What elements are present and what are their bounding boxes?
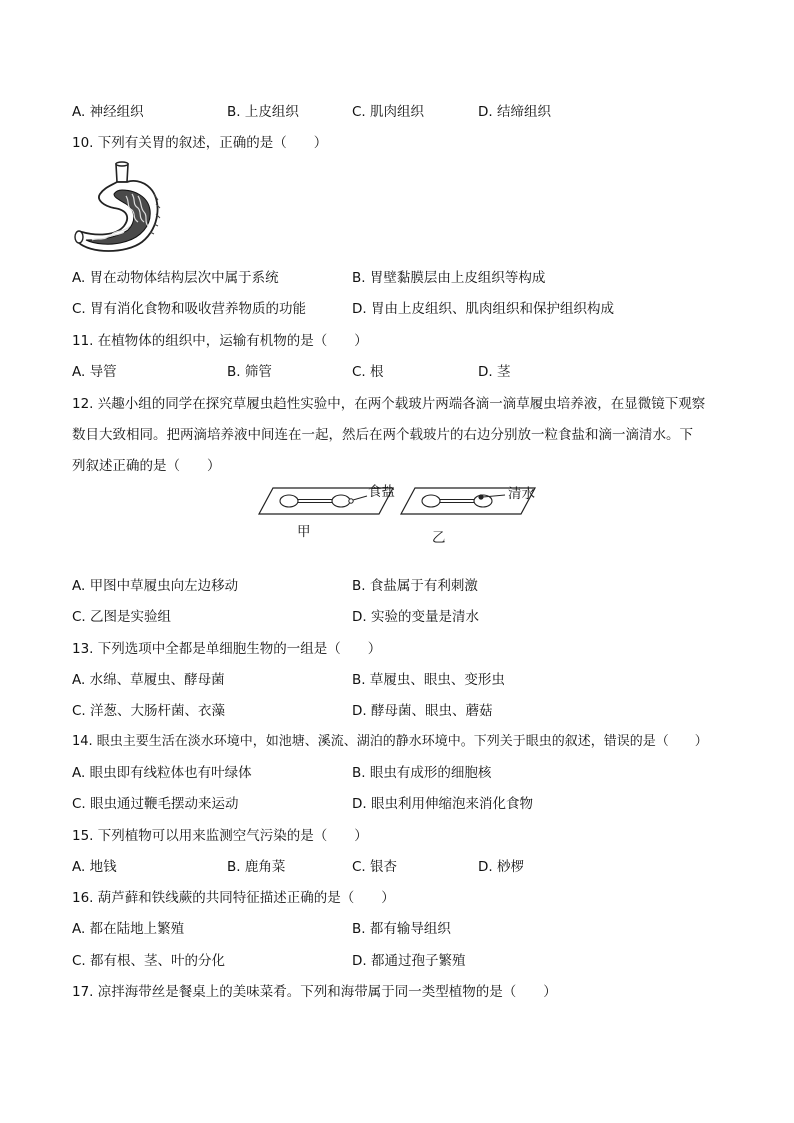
q12-option-c: C. 乙图是实验组	[72, 609, 172, 625]
label-water: 清水	[508, 486, 535, 502]
q14-option-d: D. 眼虫利用伸缩泡来消化食物	[352, 796, 533, 812]
stomach-illustration	[70, 160, 166, 256]
q14-stem: 14. 眼虫主要生活在淡水环境中，如池塘、溪流、湖泊的静水环境中。下列关于眼虫的叙述，错误的是（ ）	[72, 734, 708, 749]
q15-stem: 15. 下列植物可以用来监测空气污染的是（ ）	[72, 828, 368, 844]
q13-option-b: B. 草履虫、眼虫、变形虫	[352, 672, 505, 688]
q12-stem-line-1: 12. 兴趣小组的同学在探究草履虫趋性实验中，在两个载玻片两端各滴一滴草履虫培养液，在显微镜下观察	[72, 396, 706, 412]
q12-option-b: B. 食盐属于有利刺激	[352, 578, 478, 594]
stomach-figure	[70, 160, 166, 256]
q10-option-d: D. 胃由上皮组织、肌肉组织和保护组织构成	[352, 301, 614, 317]
caption-yi: 乙	[432, 530, 446, 546]
q15-option-a: A. 地钱	[72, 859, 117, 875]
q16-option-d: D. 都通过孢子繁殖	[352, 953, 466, 969]
q10-stem: 10. 下列有关胃的叙述，正确的是（ ）	[72, 135, 328, 151]
q15-option-d: D. 桫椤	[478, 859, 524, 875]
q9-option-b: B. 上皮组织	[227, 104, 299, 120]
q13-option-c: C. 洋葱、大肠杆菌、衣藻	[72, 703, 226, 719]
q11-stem: 11. 在植物体的组织中，运输有机物的是（ ）	[72, 333, 368, 349]
q15-option-b: B. 鹿角菜	[227, 859, 286, 875]
q10-option-c: C. 胃有消化食物和吸收营养物质的功能	[72, 301, 307, 317]
q12-stem-line-3: 列叙述正确的是（ ）	[72, 458, 221, 474]
q9-option-c: C. 肌肉组织	[352, 104, 425, 120]
q9-option-a: A. 神经组织	[72, 104, 144, 120]
q12-option-d: D. 实验的变量是清水	[352, 609, 479, 625]
q16-option-a: A. 都在陆地上繁殖	[72, 921, 185, 937]
q13-option-a: A. 水绵、草履虫、酵母菌	[72, 672, 225, 688]
q9-option-d: D. 结缔组织	[478, 104, 551, 120]
q10-option-a: A. 胃在动物体结构层次中属于系统	[72, 270, 279, 286]
q14-option-c: C. 眼虫通过鞭毛摆动来运动	[72, 796, 239, 812]
paramecium-experiment-figure	[255, 478, 555, 550]
q17-stem: 17. 凉拌海带丝是餐桌上的美味菜肴。下列和海带属于同一类型植物的是（ ）	[72, 984, 557, 1000]
q16-option-c: C. 都有根、茎、叶的分化	[72, 953, 226, 969]
q11-option-a: A. 导管	[72, 364, 117, 380]
q14-option-a: A. 眼虫即有线粒体也有叶绿体	[72, 765, 252, 781]
caption-jia: 甲	[297, 524, 311, 540]
q12-option-a: A. 甲图中草履虫向左边移动	[72, 578, 239, 594]
q11-option-c: C. 根	[352, 364, 384, 380]
q11-option-d: D. 茎	[478, 364, 511, 380]
label-salt: 食盐	[368, 484, 395, 500]
q16-option-b: B. 都有输导组织	[352, 921, 451, 937]
q11-option-b: B. 筛管	[227, 364, 272, 380]
q14-option-b: B. 眼虫有成形的细胞核	[352, 765, 492, 781]
q13-option-d: D. 酵母菌、眼虫、蘑菇	[352, 703, 493, 719]
q13-stem: 13. 下列选项中全都是单细胞生物的一组是（ ）	[72, 641, 382, 657]
q15-option-c: C. 银杏	[352, 859, 398, 875]
q12-stem-line-2: 数目大致相同。把两滴培养液中间连在一起，然后在两个载玻片的右边分别放一粒食盐和滴一滴清水。下	[72, 427, 693, 443]
q10-option-b: B. 胃壁黏膜层由上皮组织等构成	[352, 270, 546, 286]
q16-stem: 16. 葫芦藓和铁线蕨的共同特征描述正确的是（ ）	[72, 890, 395, 906]
